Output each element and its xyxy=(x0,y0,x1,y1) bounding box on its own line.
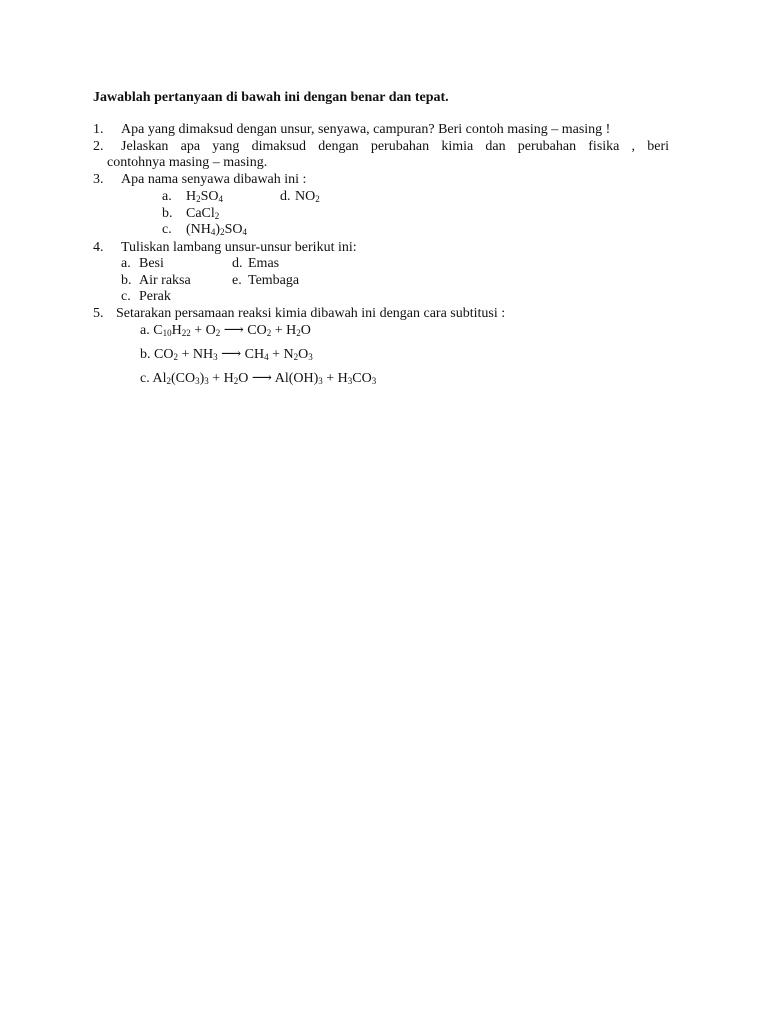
q4-text: Tuliskan lambang unsur-unsur berikut ini: xyxy=(121,240,357,255)
q4-e-label: e. xyxy=(232,273,242,288)
q1-number: 1. xyxy=(93,122,104,137)
q2-text-line2: contohnya masing – masing. xyxy=(107,155,268,170)
q3-d-label: d. xyxy=(280,189,291,204)
q5-equation-b: b. $CO_2 + NH_3$ ⟶ $CH_4 + N_2O_3$ xyxy=(140,347,313,362)
q3-text: Apa nama senyawa dibawah ini : xyxy=(121,172,307,187)
q3-c-formula: $(NH_4)_2SO_4$ xyxy=(186,222,247,237)
q4-a-text: Besi xyxy=(139,256,164,271)
q3-b-formula: CaCl$_2$ xyxy=(186,206,220,221)
q2-number: 2. xyxy=(93,139,104,154)
q5-number: 5. xyxy=(93,306,104,321)
q5-equation-a: a. $C_{10}H_{22} + O_2$ ⟶ $CO_2 + H_2O$ xyxy=(140,323,311,338)
q4-a-label: a. xyxy=(121,256,131,271)
q4-c-text: Perak xyxy=(139,289,171,304)
q4-d-label: d. xyxy=(232,256,243,271)
q4-b-label: b. xyxy=(121,273,132,288)
q4-d-text: Emas xyxy=(248,256,280,271)
q3-a-label: a. xyxy=(162,189,172,204)
q1-text: Apa yang dimaksud dengan unsur, senyawa, campuran? Beri contoh masing – masing ! xyxy=(121,122,611,137)
q3-c-label: c. xyxy=(162,222,172,237)
q4-c-label: c. xyxy=(121,289,131,304)
q5-equation-c: c. $Al_2(CO_3)_3 + H_2O$ ⟶ $Al(OH)_3 + H_3CO_3$ xyxy=(140,371,377,386)
q3-number: 3. xyxy=(93,172,104,187)
q3-a-formula: $H_2SO_4$ xyxy=(186,189,224,204)
q4-b-text: Air raksa xyxy=(139,273,191,288)
instruction-title: Jawablah pertanyaan di bawah ini dengan benar dan tepat. xyxy=(93,90,449,105)
q4-e-text: Tembaga xyxy=(248,273,300,288)
q4-number: 4. xyxy=(93,240,104,255)
q2-text-line1: Jelaskan apa yang dimaksud dengan perubahan kimia dan perubahan fisika , beri xyxy=(121,139,669,154)
q3-b-label: b. xyxy=(162,206,173,221)
q5-text: Setarakan persamaan reaksi kimia dibawah ini dengan cara subtitusi : xyxy=(116,306,506,321)
q3-d-formula: $NO_2$ xyxy=(295,189,320,204)
